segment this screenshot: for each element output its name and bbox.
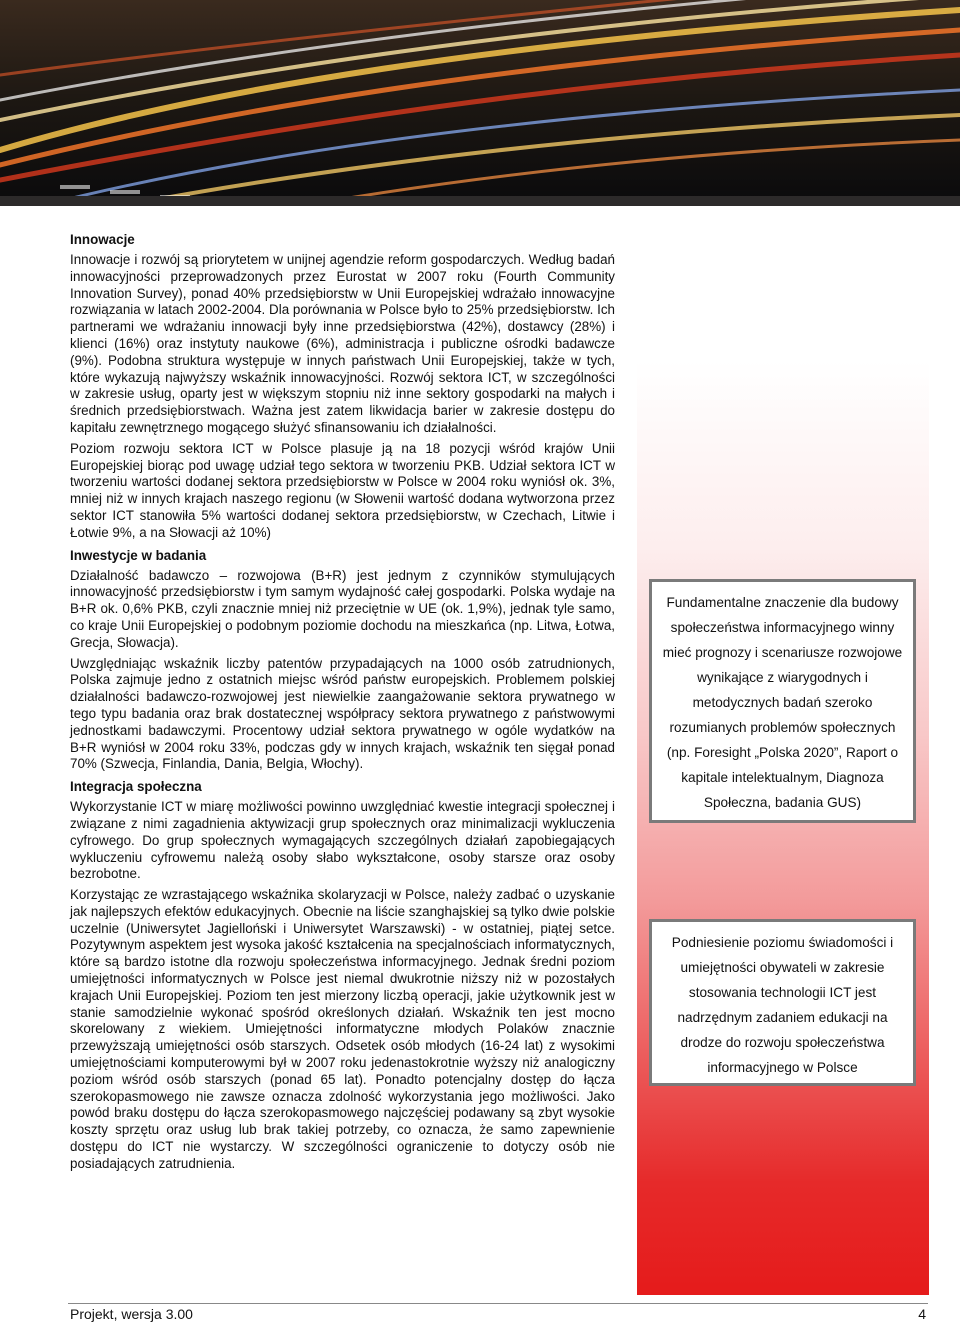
paragraph: Wykorzystanie ICT w miarę możliwości powinno uwzględniać kwestie integracji społecznej i związane z nimi zagadnienia aktywizacji grup społecznych oraz minimalizacji wykluczenia cyfrowego. Do grup społecznych wymagających szczególnych działań zapobiegających wykluczeniu cyfrowemu należą osoby słabo wykształcone, osoby starsze oraz osoby bezrobotne. xyxy=(70,799,615,882)
paragraph: Innowacje i rozwój są priorytetem w unijnej agendzie reform gospodarczych. Według badań innowacyjności przeprowadzonych przez Eurostat w 2007 roku (Fourth Community Innovation Survey), ponad 40% przedsiębiorstw w Unii Europejskiej wdrażało innowacyjne rozwiązania w latach 2002-2004. Dla porównania w Polsce było to 25% przedsiębiorstw. Ich partnerami we wdrażaniu innowacji były inne przedsiębiorstwa (42%), dostawcy (28%) i klienci (16%) oraz instytuty naukowe (6%), administracja i publiczne ośrodki badawcze (9%). Podobna struktura występuje w innych państwach Unii Europejskiej, także w tych, które wykazują najwyższy wskaźnik innowacyjności. Rozwój sektora ICT, w szczególności w zakresie usług, oparty jest w większym stopniu niż inne sektory gospodarki na małych i średnich przedsiębiorstwach. Ważna jest zatem likwidacja barier w zakresie dostępu do kapitału zewnętrznego mogącego służyć sfinansowaniu ich działalności. xyxy=(70,252,615,435)
footer-version: Projekt, wersja 3.00 xyxy=(70,1306,193,1322)
section-heading-innowacje: Innowacje xyxy=(70,232,135,247)
page-number: 4 xyxy=(918,1306,926,1322)
section-heading-integracja: Integracja społeczna xyxy=(70,779,202,795)
paragraph: Korzystając ze wzrastającego wskaźnika skolaryzacji w Polsce, należy zadbać o uzyskanie jak najlepszych efektów edukacyjnych. Obecnie na liście szanghajskiej są tylko dwie polskie uczelnie (Uniwersytet Jagielloński i Uniwersytet Warszawski) - w ostatniej, piątej setce. Pozytywnym aspektem jest wysoka jakość kształcenia na specjalnościach informatycznych, które są bardzo istotne dla rozwoju społeczeństwa informacyjnego. Jednak średni poziom umiejętności informatycznych w Polsce jest niemal dwukrotnie niższy niż w pozostałych krajach Unii Europejskiej. Poziom ten jest mierzony liczbą operacji, jakie użytkownik jest w stanie samodzielnie wykonać spośród określonych działań. Wskaźnik ten jest mocno skorelowany z wiekiem. Umiejętności informatyczne młodych Polaków znacznie przewyższają umiejętności osób starszych. Odsetek osób młodych (16-24 lat) z wysokimi umiejętnościami komputerowymi był w 2007 roku jedenastokrotnie wyższy niż analogiczny poziom wśród osób starszych (ponad 65 lat). Ponadto potencjalny dostęp do łącza szerokopasmowego nie zawsze oznacza zdolność wykorzystania jego możliwości. Jako powód braku dostępu do łącza szerokopasmowego najczęściej podawany są zbyt wysokie koszty sprzętu oraz usług lub brak takiej potrzeby, co oznacza, że samo zapewnienie dostępu do ICT nie wystarczy. W szczególności ograniczenie to dotyczy osób nie posiadających zatrudnienia. xyxy=(70,887,615,1171)
paragraph: Działalność badawczo – rozwojowa (B+R) jest jednym z czynników stymulujących innowacyjność przedsiębiorstw i tym samym wydajność całej gospodarki. Polska wydaje na B+R ok. 0,6% PKB, czyli znacznie mniej niż przeciętnie w UE (ok. 1,9%), jednak tyle samo, co kraje Unii Europejskiej o podobnym poziomie dochodu na mieszkańca (np. Litwa, Łotwa, Grecja, Słowacja). xyxy=(70,567,615,650)
callout-box-foresight: Fundamentalne znaczenie dla budowy społeczeństwa informacyjnego winny mieć prognozy i scenariusze rozwojowe wynikające z wiarygodnych i metodycznych badań szeroko rozumianych problemów społecznych (np. Foresight „Polska 2020”, Raport o kapitale intelektualnym, Diagnoza Społeczna, badania GUS) xyxy=(649,579,916,823)
header-banner-image xyxy=(0,0,960,206)
sidebar-gradient-panel xyxy=(637,360,929,1295)
paragraph: Uwzględniając wskaźnik liczby patentów przypadających na 1000 osób zatrudnionych, Polska zajmuje jedno z ostatnich miejsc wśród państw europejskich. Problemem polskiej działalności badawczo-rozwojowej jest niewielkie zaangażowanie sektora prywatnego w tego typu badania oraz brak dostatecznej współpracy sektora prywatnego z państwowymi jednostkami badawczymi. Procentowy udział sektora prywatnego w ogóle wydatków na B+R wyniósł w 2004 roku 33%, podczas gdy w innych krajach, wskaźnik ten sięgał ponad 70% (Szwecja, Finlandia, Dania, Belgia, Włochy). xyxy=(70,655,615,772)
paragraph: Poziom rozwoju sektora ICT w Polsce plasuje ją na 18 pozycji wśród krajów Unii Europejskiej biorąc pod uwagę udział tego sektora w tworzeniu PKB. Udział sektora ICT w tworzeniu wartości dodanej sektora przedsiębiorstw w Polsce w 2004 roku wyniósł ok. 3%, mniej niż w innych krajach naszego regionu (w Słowenii wartość dodana wytworzona przez sektor ICT stanowiła 5% wartości dodanej sektora przedsiębiorstw, w Czechach, Litwie i Łotwie 9%, a na Słowacji aż 10%) xyxy=(70,440,615,540)
callout-box-edukacja: Podniesienie poziomu świadomości i umiejętności obywateli w zakresie stosowania technologii ICT jest nadrzędnym zadaniem edukacji na drodze do rozwoju społeczeństwa informacyjnego w Polsce xyxy=(649,919,916,1086)
section-heading-inwestycje: Inwestycje w badania xyxy=(70,547,207,563)
footer-divider xyxy=(68,1303,928,1304)
main-content xyxy=(70,230,615,1177)
